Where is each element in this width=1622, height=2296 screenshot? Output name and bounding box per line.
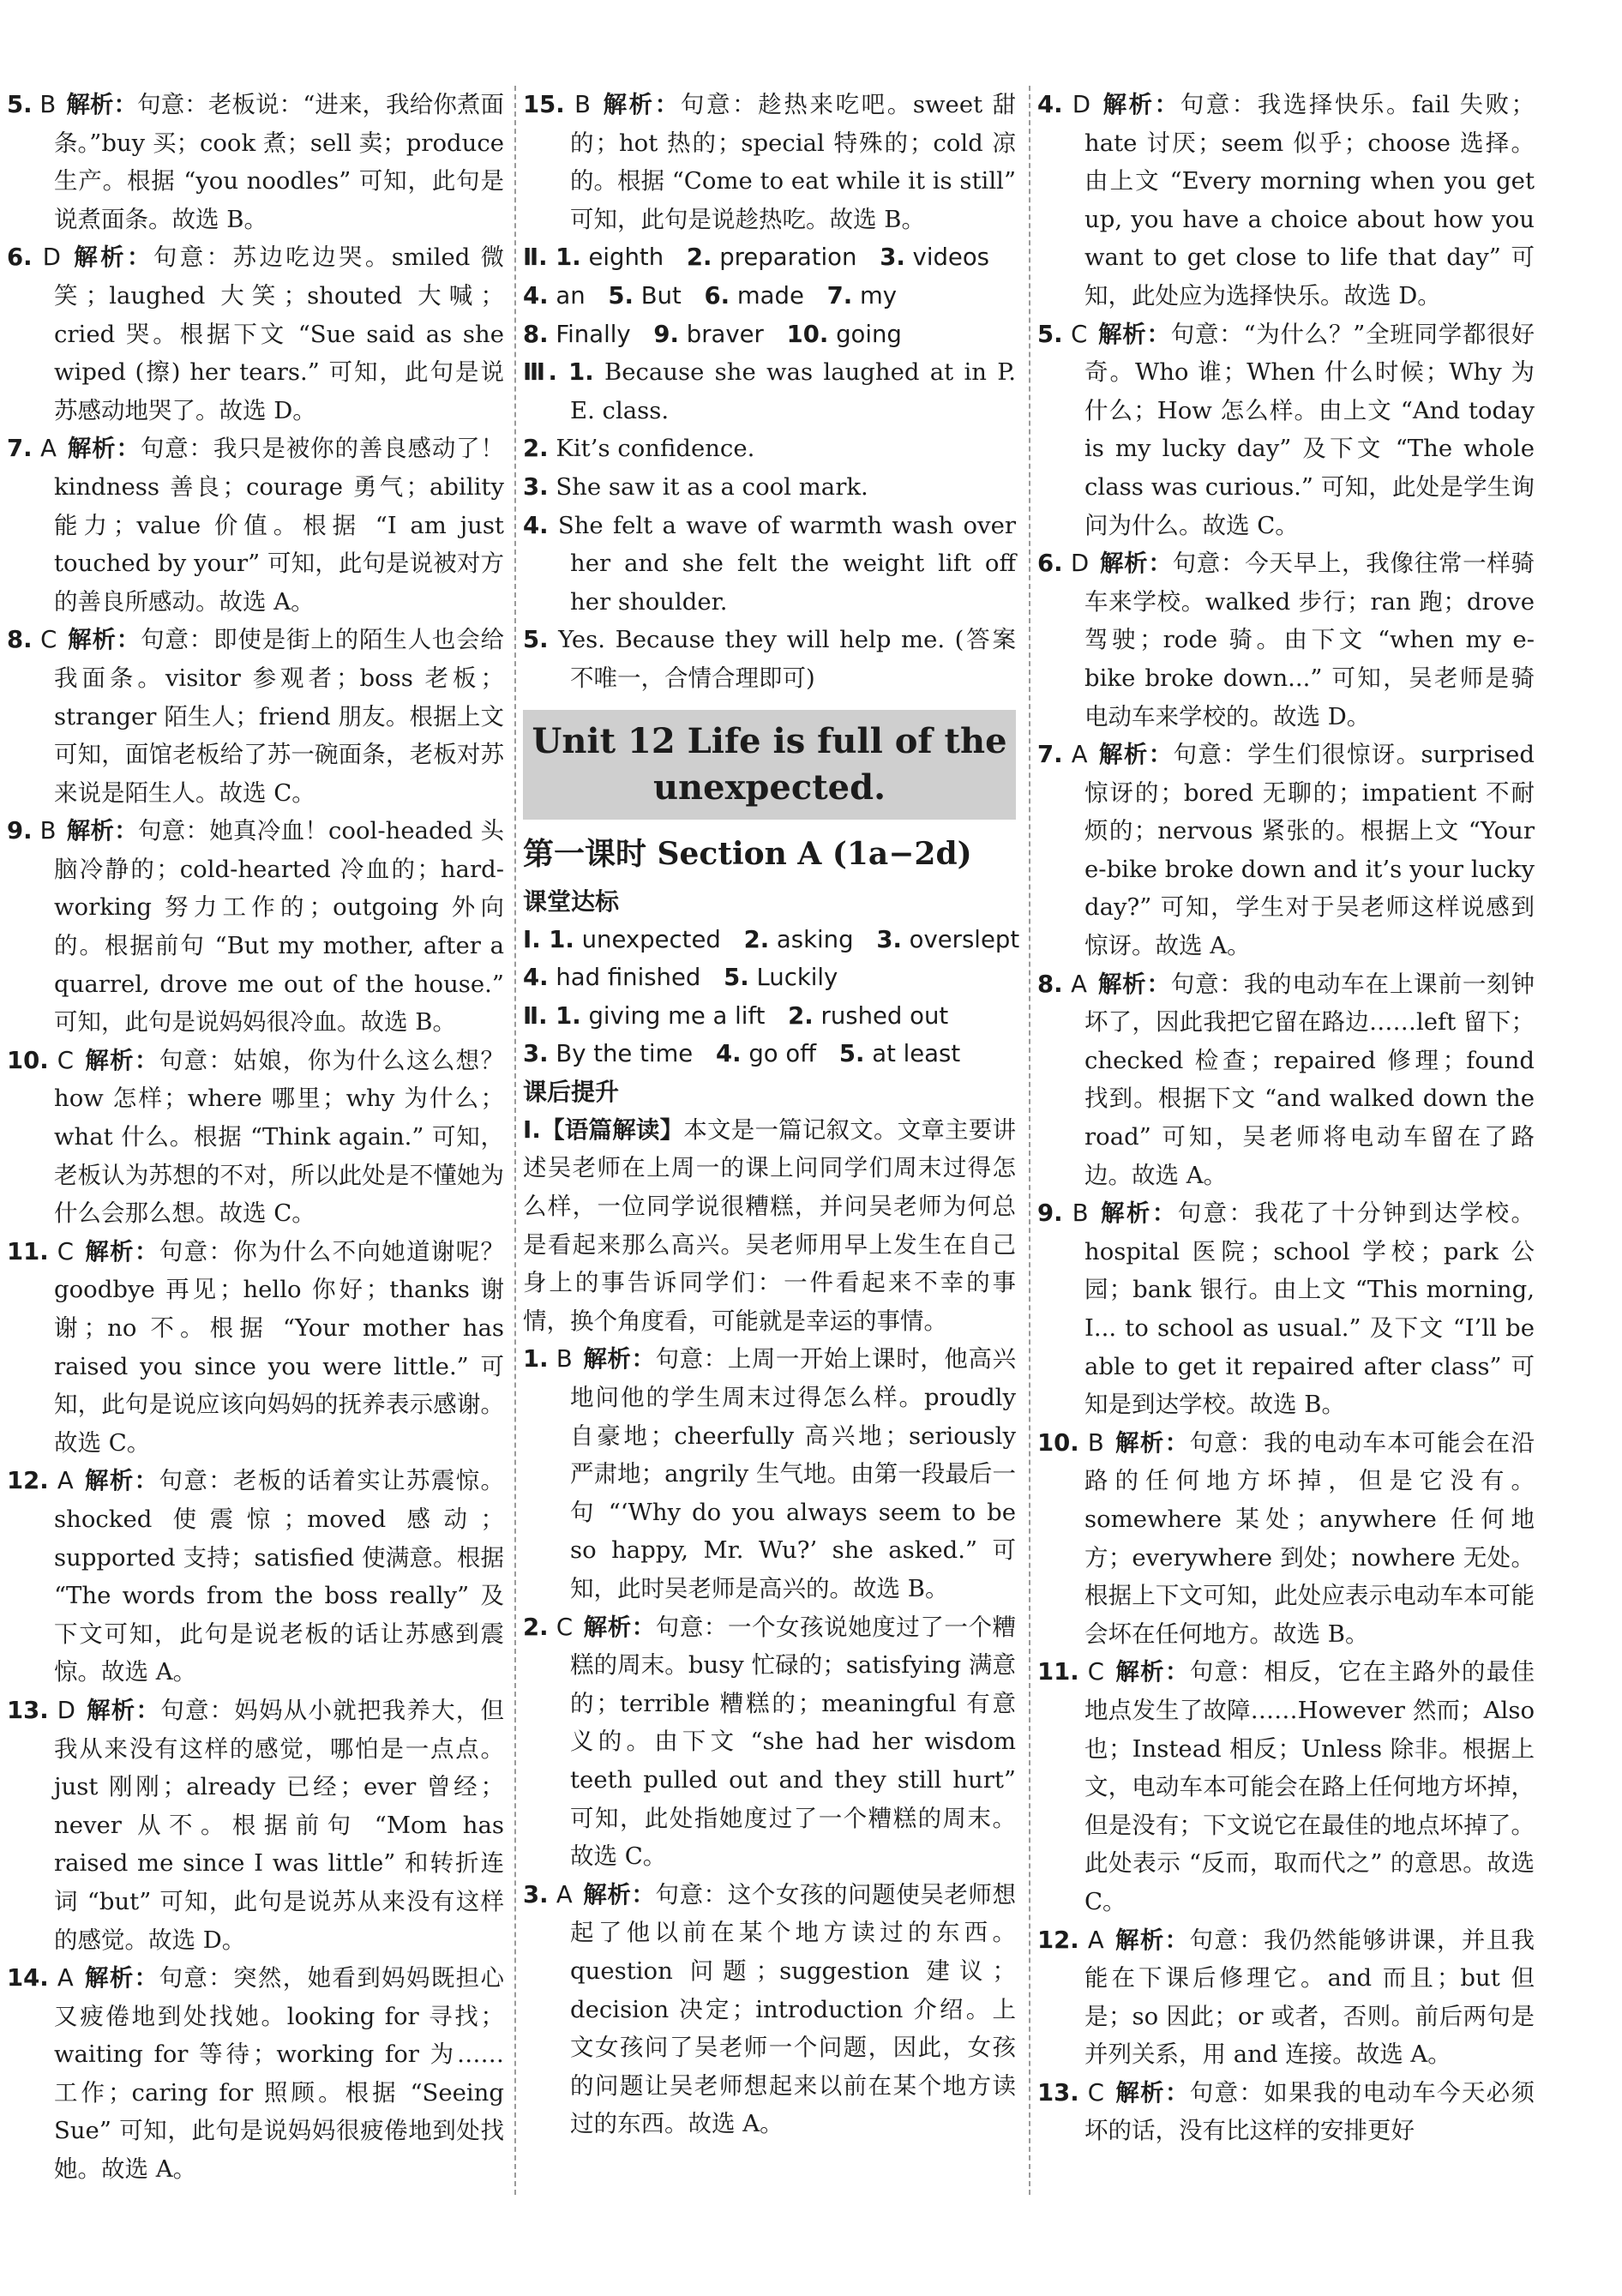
part2-answers-row: 4. an 5. But 6. made 7. my	[523, 281, 898, 310]
classroom-section-label: 课堂达标	[523, 887, 620, 916]
answer-7: 7. A 解析：句意：我只是被你的善良感动了！kindness 善良；courage 勇气；ability 能力；value 价值。根据 “I am just touched by your” 可知，此句是说被对方的善良所感动。故选 A。	[7, 435, 505, 616]
answer-14: 14. A 解析：句意：突然，她看到妈妈既担心又疲倦地到处找她。looking for 寻找；waiting for 等待；working for 为……工作；caring for 照顾。根据 “Seeing Sue” 可知，此句是说妈妈很疲倦地到处找她。故选 A。	[7, 1964, 505, 2184]
part3-answer: 2. Kit’s confidence.	[523, 435, 755, 463]
answer-2: 2. C 解析：句意：一个女孩说她度过了一个糟糕的周末。busy 忙碌的；satisfying 满意的；terrible 糟糕的；meaningful 有意义的。由下文 “she had her wisdom teeth pulled out and they still hurt” 可知，此处指她度过了一个糟糕的周末。故选 C。	[523, 1613, 1016, 1871]
part2-answers-row: Ⅱ. 1. eighth 2. preparation 3. videos	[523, 243, 989, 272]
answer-10: 10. B 解析：句意：我的电动车本可能会在沿路的任何地方坏掉，但是它没有。somewhere 某处；anywhere 任何地方；everywhere 到处；nowhere 无处。根据上下文可知，此处应表示电动车本可能会坏在任何地方。故选 B。	[1037, 1428, 1535, 1648]
passage-analysis: Ⅰ.【语篇解读】本文是一篇记叙文。文章主要讲述吴老师在上周一的课上问同学们周末过得怎么样，一位同学说很糟糕，并问吴老师为何总是看起来那么高兴。吴老师用早上发生在自己身上的事告诉同学们：一件看起来不幸的事情，换个角度看，可能就是幸运的事情。	[523, 1115, 1016, 1335]
unit-title-line-2: unexpected.	[652, 766, 886, 808]
classroom-answers-row: Ⅰ. 1. unexpected 2. asking 3. overslept	[523, 925, 1020, 953]
classroom-answers-row: 3. By the time 4. go off 5. at least	[523, 1040, 961, 1068]
classroom-answers-row: Ⅱ. 1. giving me a lift 2. rushed out	[523, 1001, 949, 1030]
answer-5: 5. B 解析：句意：老板说：“进来，我给你煮面条。”buy 买；cook 煮；sell 卖；produce 生产。根据 “you noodles” 可知，此句是说煮面条。故选 B。	[7, 91, 504, 233]
answer-13: 13. D 解析：句意：妈妈从小就把我养大，但我从来没有这样的感觉，哪怕是一点点。just 刚刚；already 已经；ever 曾经；never 从不。根据前句 “Mom has raised me since I was little” 和转折连词 “but” 可知，此句是说苏从来没有这样的感觉。故选 D。	[7, 1696, 505, 1954]
column-divider	[1029, 86, 1030, 2195]
part3-answer: 4. She felt a wave of warmth wash over her and she felt the weight lift off her shoulder.	[523, 511, 1016, 616]
answer-13: 13. C 解析：句意：如果我的电动车今天必须坏的话，没有比这样的安排更好	[1037, 2078, 1535, 2145]
part3-answer: 5. Yes. Because they will help me. (答案不唯一，合情合理即可)	[523, 626, 1016, 692]
after-class-section-label: 课后提升	[523, 1077, 620, 1106]
column-2	[523, 86, 1020, 2143]
classroom-answers-row: 4. had finished 5. Luckily	[523, 964, 838, 992]
part3-answer: Ⅲ. 1. Because she was laughed at in P. E. class.	[523, 358, 1016, 424]
answer-12: 12. A 解析：句意：我仍然能够讲课，并且我能在下课后修理它。and 而且；but 但是；so 因此；or 或者，否则。前后两句是并列关系，用 and 连接。故选 A。	[1037, 1926, 1535, 2069]
answer-5: 5. C 解析：句意：“为什么？”全班同学都很好奇。Who 谁；When 什么时候；Why 为什么；How 怎么样。由上文 “And today is my lucky day” 及下文 “The whole class was curious.” 可知，此处是学生询问为什么。故选 C。	[1037, 320, 1535, 539]
answer-6: 6. D 解析：句意：今天早上，我像往常一样骑车来学校。walked 步行；ran 跑；drove 驾驶；rode 骑。由下文 “when my e-bike broke down...” 可知，吴老师是骑电动车来学校的。故选 D。	[1037, 550, 1535, 730]
part2-answers-row: 8. Finally 9. braver 10. going	[523, 320, 902, 348]
unit-title-line-1: Unit 12 Life is full of the	[532, 720, 1007, 761]
answer-12: 12. A 解析：句意：老板的话着实让苏震惊。shocked 使震惊；moved 感动；supported 支持；satisfied 使满意。根据 “The words from the boss really” 及下文可知，此句是说老板的话让苏感到震惊。故选 A。	[7, 1467, 505, 1686]
unit-title-banner	[523, 710, 1016, 820]
answer-3: 3. A 解析：句意：这个女孩的问题使吴老师想起了他以前在某个地方读过的东西。question 问题；suggestion 建议；decision 决定；introduction 介绍。上文女孩问了吴老师一个问题，因此，女孩的问题让吴老师想起来以前在某个地方读过的东西。故选 A。	[523, 1880, 1017, 2138]
column-divider	[514, 86, 516, 2195]
answer-7: 7. A 解析：句意：学生们很惊讶。surprised 惊讶的；bored 无聊的；impatient 不耐烦的；nervous 紧张的。根据上文 “Your e-bike broke down and it’s your lucky day?” 可知，学生对于吴老师这样说感到惊讶。故选 A。	[1037, 741, 1535, 960]
answer-1: 1. B 解析：句意：上周一开始上课时，他高兴地问他的学生周末过得怎么样。proudly 自豪地；cheerfully 高兴地；seriously 严肃地；angrily 生气地。由第一段最后一句 “‘Why do you always seem to be so happy, Mr. Wu?’ she asked.” 可知，此时吴老师是高兴的。故选 B。	[523, 1345, 1017, 1602]
answer-11: 11. C 解析：句意：你为什么不向她道谢呢？goodbye 再见；hello 你好；thanks 谢谢；no 不。根据 “Your mother has raised you since you were little.” 可知，此句是说应该向妈妈的抚养表示感谢。故选 C。	[7, 1237, 505, 1457]
answer-8: 8. C 解析：句意：即使是街上的陌生人也会给我面条。visitor 参观者；boss 老板；stranger 陌生人；friend 朋友。根据上文可知，面馆老板给了苏一碗面条，老板对苏来说是陌生人。故选 C。	[7, 626, 505, 807]
answer-11: 11. C 解析：句意：相反，它在主路外的最佳地点发生了故障……However 然而；Also 也；Instead 相反；Unless 除非。根据上文，电动车本可能会在路上任何地方坏掉，但是没有；下文说它在最佳的地点坏掉了。此处表示 “反而，取而代之” 的意思。故选 C。	[1037, 1658, 1535, 1915]
lesson-heading: 第一课时 Section A (1a−2d)	[523, 835, 972, 872]
answer-6: 6. D 解析：句意：苏边吃边哭。smiled 微笑；laughed 大笑；shouted 大喊；cried 哭。根据下文 “Sue said as she wiped (擦) her tears.” 可知，此句是说苏感动地哭了。故选 D。	[7, 243, 504, 424]
column-3	[1037, 86, 1535, 2150]
answer-15: 15. B 解析：句意：趁热来吃吧。sweet 甜的；hot 热的；special 特殊的；cold 凉的。根据 “Come to eat while it is still” 可知，此句是说趁热吃。故选 B。	[523, 91, 1017, 233]
answer-9: 9. B 解析：句意：我花了十分钟到达学校。hospital 医院；school 学校；park 公园；bank 银行。由上文 “This morning, I... to school as usual.” 及下文 “I’ll be able to get it repaired after class” 可知是到达学校。故选 B。	[1037, 1199, 1535, 1419]
part3-answer: 3. She saw it as a cool mark.	[523, 472, 868, 501]
column-1	[7, 86, 504, 2189]
answer-10: 10. C 解析：句意：姑娘，你为什么这么想？how 怎样；where 哪里；why 为什么；what 什么。根据 “Think again.” 可知，老板认为苏想的不对，所以此处是不懂她为什么会那么想。故选 C。	[7, 1046, 505, 1228]
answer-4: 4. D 解析：句意：我选择快乐。fail 失败；hate 讨厌；seem 似乎；choose 选择。由上文 “Every morning when you get up, you have a choice about how you want to get close to life that day” 可知，此处应为选择快乐。故选 D。	[1037, 91, 1535, 310]
answer-9: 9. B 解析：句意：她真冷血！cool-headed 头脑冷静的；cold-hearted 冷血的；hard-working 努力工作的；outgoing 外向的。根据前句 “But my mother, after a quarrel, drove me out of the house.” 可知，此句是说妈妈很冷血。故选 B。	[7, 817, 504, 1037]
answer-8: 8. A 解析：句意：我的电动车在上课前一刻钟坏了，因此我把它留在路边……left 留下；checked 检查；repaired 修理；found 找到。根据下文 “and walked down the road” 可知，吴老师将电动车留在了路边。故选 A。	[1037, 970, 1535, 1189]
